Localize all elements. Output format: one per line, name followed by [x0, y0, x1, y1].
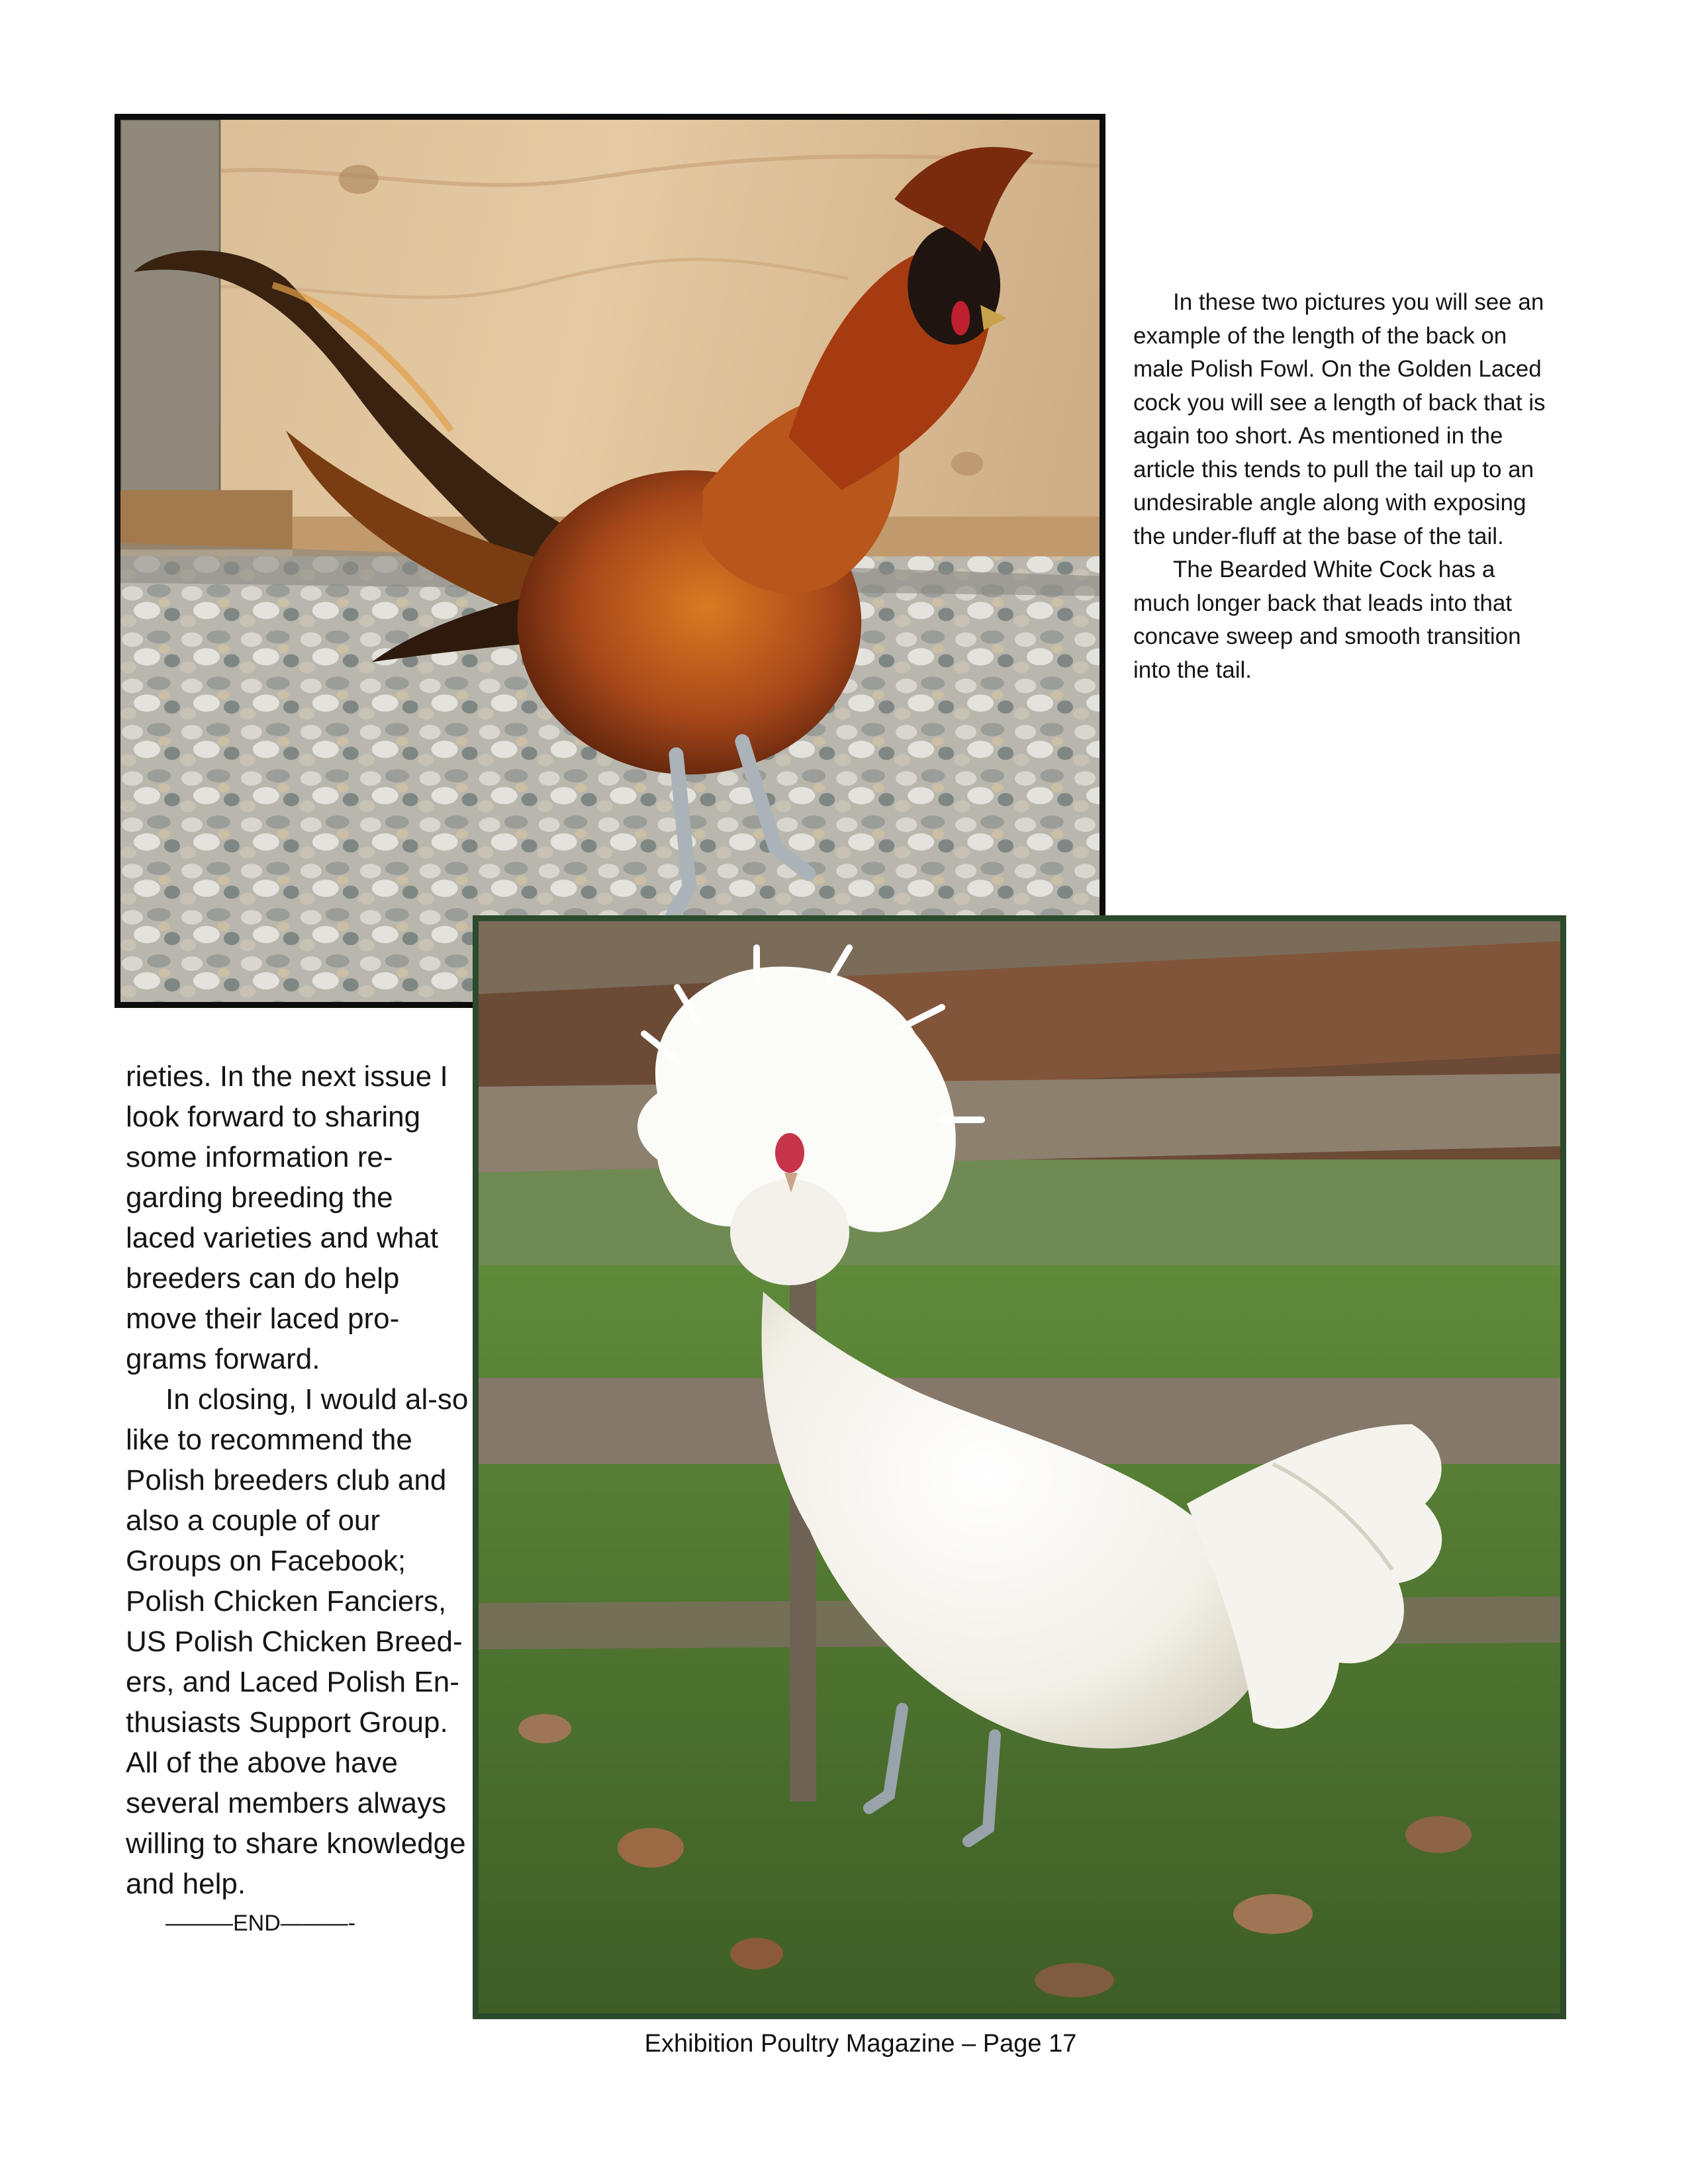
golden-laced-cock-image — [120, 120, 1100, 1002]
caption-paragraph: The Bearded White Cock has a much longer back that leads into that concave sweep and smooth transition into the tail. — [1133, 557, 1521, 683]
photo-caption-text — [1133, 286, 1557, 687]
golden-laced-cock-photo — [115, 114, 1105, 1008]
article-closing-text — [126, 1056, 470, 1938]
end-marker: ———END———- — [165, 1911, 356, 1936]
bearded-white-cock-photo — [473, 915, 1566, 2019]
caption-paragraph: In these two pictures you will see an example of the length of the back on male Polish Fowl. On the Golden Laced cock you will see a length of back that is again too short. As mentioned in the article this tends to pull the tail up to an undesirable angle along with exposing the under-fluff at the base of the tail. — [1133, 289, 1546, 549]
bearded-white-cock-image — [479, 921, 1560, 2013]
article-paragraph: rieties. In the next issue I look forward to sharing some information re-garding breeding the laced varieties and what breeders can do help move their laced pro-grams forward. — [126, 1060, 448, 1375]
page-footer: Exhibition Poultry Magazine – Page 17 — [644, 2030, 1077, 2058]
article-paragraph: In closing, I would al-so like to recommend the Polish breeders club and also a couple of our Groups on Facebook; Polish Chicken Fanciers, US Polish Chicken Breed-ers, and Laced Polish En-thusiasts Support Group. All of the above have several members always willing to share knowledge and help. — [126, 1383, 469, 1900]
